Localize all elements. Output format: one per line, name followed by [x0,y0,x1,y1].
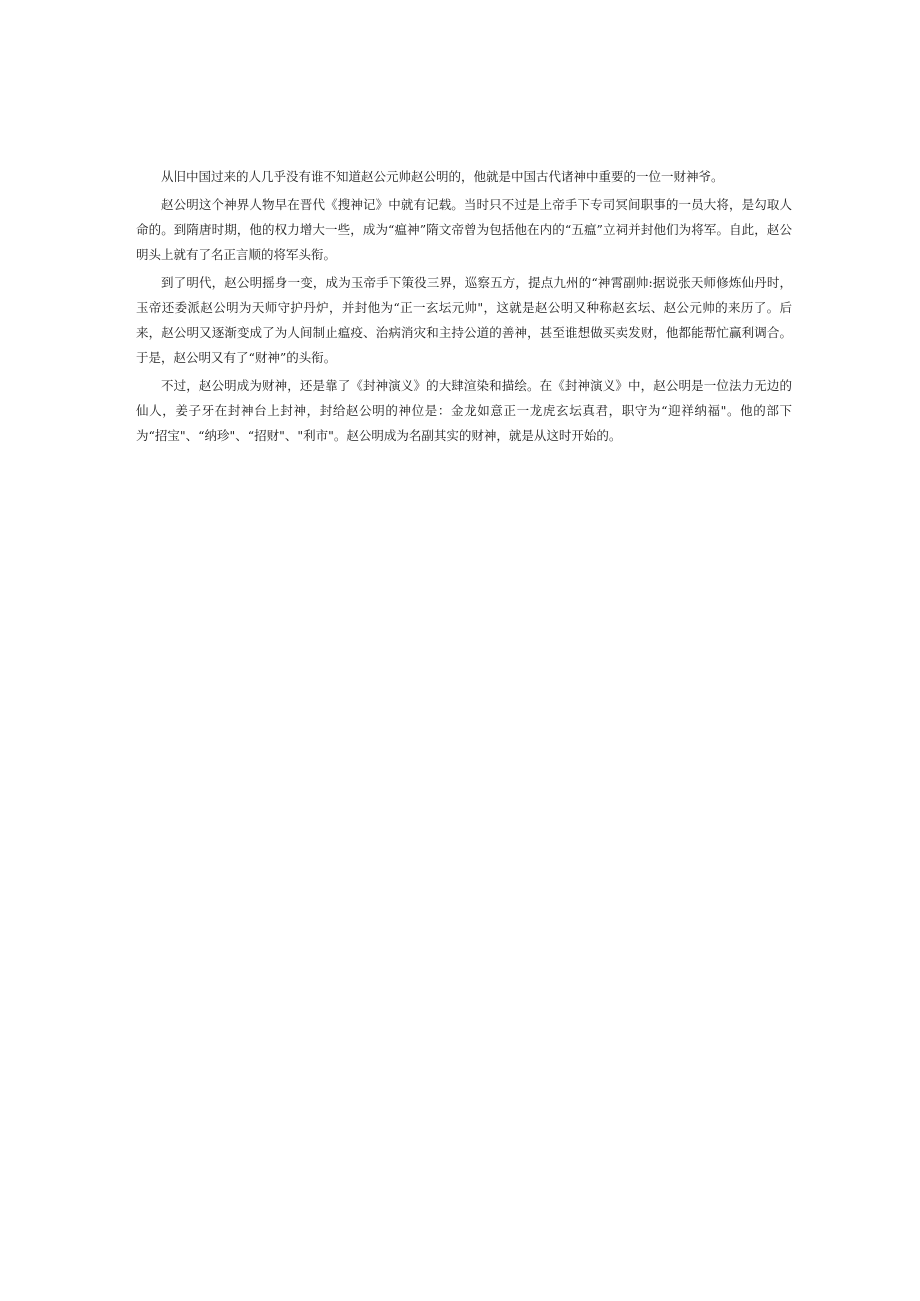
paragraph-1: 从旧中国过来的人几乎没有谁不知道赵公元帅赵公明的，他就是中国古代诸神中重要的一位一财神爷。 [161,169,724,184]
paragraph-2: 赵公明这个神界人物早在晋代《搜神记》中就有记载。当时只不过是上帝手下专司冥间职事的一员大将，是勾取人命的。到隋唐时期，他的权力增大一些，成为“瘟神”隋文帝曾为包括他在内的“五瘟”立祠并封他们为将军。自此，赵公明头上就有了名正言顺的将军头衔。 [136,197,792,262]
paragraph-4: 不过，赵公明成为财神，还是靠了《封神演义》的大肆渲染和描绘。在《封神演义》中，赵公明是一位法力无边的仙人，姜子牙在封神台上封神，封给赵公明的神位是：金龙如意正一龙虎玄坛真君，职守为“迎祥纳福"。他的部下为“招宝"、“纳珍"、“招财"、"利市"。赵公明成为名副其实的财神，就是从这时开始的。 [136,378,792,443]
document-body [136,164,792,451]
paragraph-3: 到了明代，赵公明摇身一变，成为玉帝手下策役三界，巡察五方，提点九州的“神霄副帅:据说张天师修炼仙丹时，玉帝还委派赵公明为天师守护丹炉，并封他为“正一玄坛元帅"，这就是赵公明又种称赵玄坛、赵公元帅的来历了。后来，赵公明又逐渐变成了为人间制止瘟疫、治病消灾和主持公道的善神，甚至谁想做买卖发财，他都能帮忙赢利调合。于是，赵公明又有了“财神”的头衔。 [136,275,792,365]
